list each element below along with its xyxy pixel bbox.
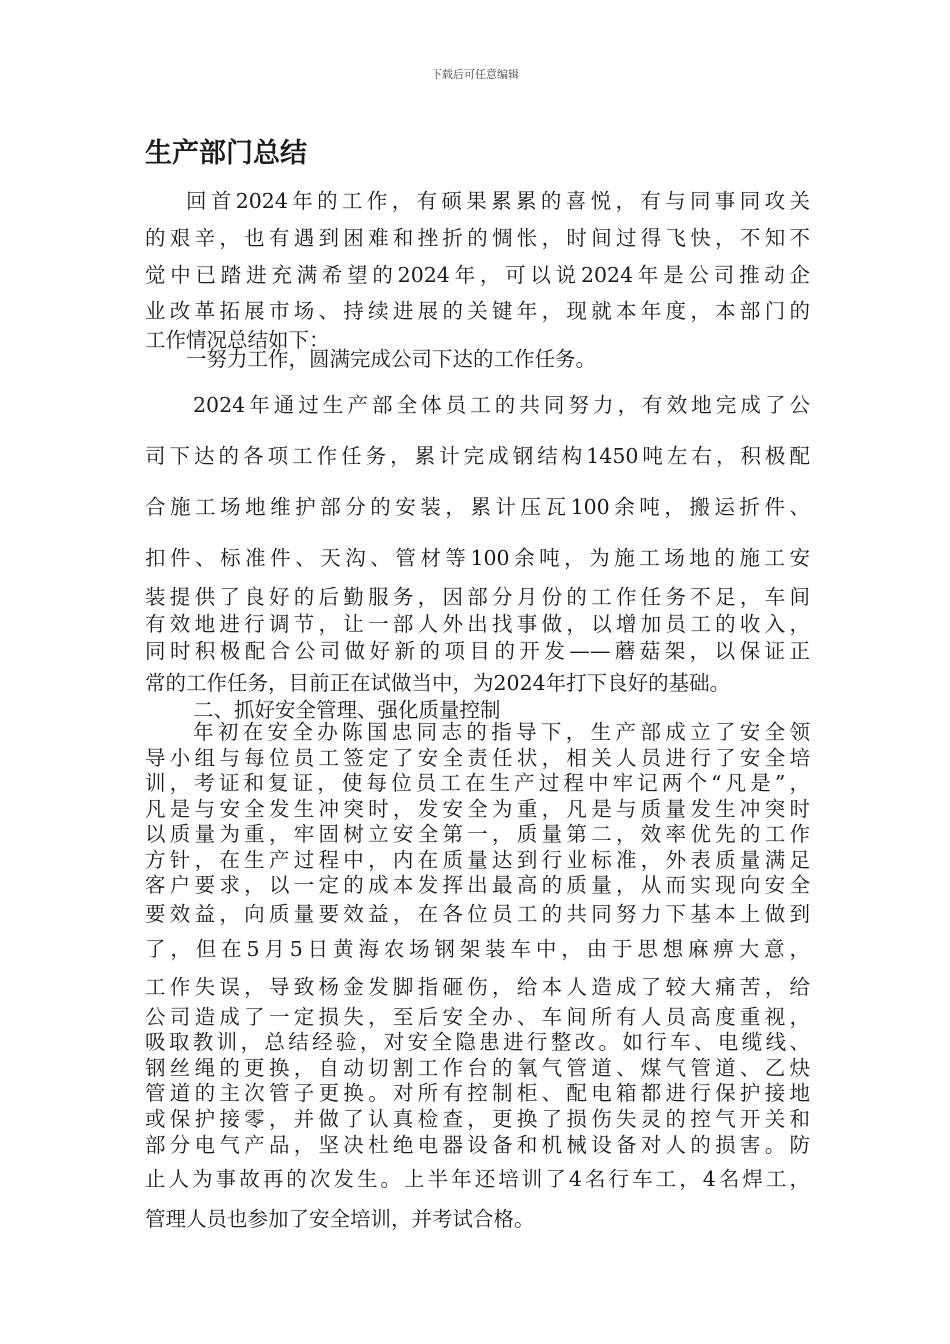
text-line: 扣件、标准件、天沟、管材等100余吨，为施工场地的施工安 bbox=[145, 546, 810, 570]
document-title: 生产部门总结 bbox=[145, 138, 307, 169]
text-line: 工作情况总结如下： bbox=[145, 328, 330, 352]
text-line: 或保护接零，并做了认真检查，更换了损伤失灵的控气开关和 bbox=[145, 1106, 810, 1131]
text-line: 导小组与每位员工签定了安全责任状，相关人员进行了安全培 bbox=[145, 745, 810, 770]
text-line: 管道的主次管子更换。对所有控制柜、配电箱都进行保护接地 bbox=[145, 1081, 810, 1105]
text-line: 常的工作任务，目前正在试做当中，为2024年打下良好的基础。 bbox=[145, 671, 731, 695]
paragraph-work-tasks bbox=[145, 380, 810, 702]
text-line: 吸取教训，总结经验，对安全隐患进行整改。如行车、电缆线、 bbox=[145, 1030, 810, 1054]
text-line: 要效益，向质量要效益，在各位员工的共同努力下基本上做到 bbox=[145, 901, 810, 926]
text-line: 2024年通过生产部全体员工的共同努力，有效地完成了公 bbox=[193, 393, 810, 417]
text-line: 装提供了良好的后勤服务，因部分月份的工作任务不足，车间 bbox=[145, 585, 810, 609]
text-line: 合施工场地维护部分的安装，累计压瓦100余吨，搬运折件、 bbox=[145, 495, 810, 519]
text-line: 回首2024年的工作，有硕果累累的喜悦，有与同事同攻关 bbox=[186, 189, 810, 213]
text-line: 管理人员也参加了安全培训，并考试合格。 bbox=[145, 1207, 535, 1231]
text-line: 有效地进行调节，让一部人外出找事做，以增加员工的收入， bbox=[145, 612, 810, 636]
paragraph-safety bbox=[145, 720, 810, 1239]
text-line: 同时积极配合公司做好新的项目的开发——蘑菇架，以保证正 bbox=[145, 639, 810, 663]
text-line: 止人为事故再的次发生。上半年还培训了4名行车工，4名焊工， bbox=[145, 1167, 810, 1191]
text-line: 工作失误，导致杨金发脚指砸伤，给本人造成了较大痛苦，给 bbox=[145, 974, 810, 999]
text-line: 业改革拓展市场、持续进展的关键年，现就本年度，本部门的 bbox=[145, 299, 810, 323]
text-line: 觉中已踏进充满希望的2024年，可以说2024年是公司推动企 bbox=[145, 263, 810, 287]
text-line: 凡是与安全发生冲突时，发安全为重，凡是与质量发生冲突时 bbox=[145, 796, 810, 821]
header-note: 下载后可任意编辑 bbox=[431, 68, 519, 81]
text-line: 钢丝绳的更换，自动切割工作台的氧气管道、煤气管道、乙炔 bbox=[145, 1055, 810, 1080]
paragraph-intro bbox=[145, 183, 810, 352]
section-heading-2: 二、抓好安全管理、强化质量控制 bbox=[193, 698, 501, 722]
text-line: 了，但在5月5日黄海农场钢架装车中，由于思想麻痹大意， bbox=[145, 936, 810, 961]
text-line: 客户要求，以一定的成本发挥出最高的质量，从而实现向安全 bbox=[145, 873, 810, 897]
text-line: 部分电气产品，坚决杜绝电器设备和机械设备对人的损害。防 bbox=[145, 1133, 810, 1157]
text-line: 司下达的各项工作任务，累计完成钢结构1450吨左右，积极配 bbox=[145, 444, 810, 468]
text-line: 以质量为重，牢固树立安全第一，质量第二，效率优先的工作 bbox=[145, 822, 810, 846]
text-line: 公司造成了一定损失，至后安全办、车间所有人员高度重视， bbox=[145, 1004, 810, 1029]
text-line: 训，考证和复证，使每位员工在生产过程中牢记两个“凡是”， bbox=[145, 771, 810, 795]
text-line: 的艰辛，也有遇到困难和挫折的惆怅，时间过得飞快，不知不 bbox=[145, 226, 810, 250]
text-line: 年初在安全办陈国忠同志的指导下，生产部成立了安全领 bbox=[193, 720, 810, 744]
section-heading-1: 一努力工作，圆满完成公司下达的工作任务。 bbox=[186, 347, 596, 371]
text-line: 方针，在生产过程中，内在质量达到行业标准，外表质量满足 bbox=[145, 847, 810, 872]
